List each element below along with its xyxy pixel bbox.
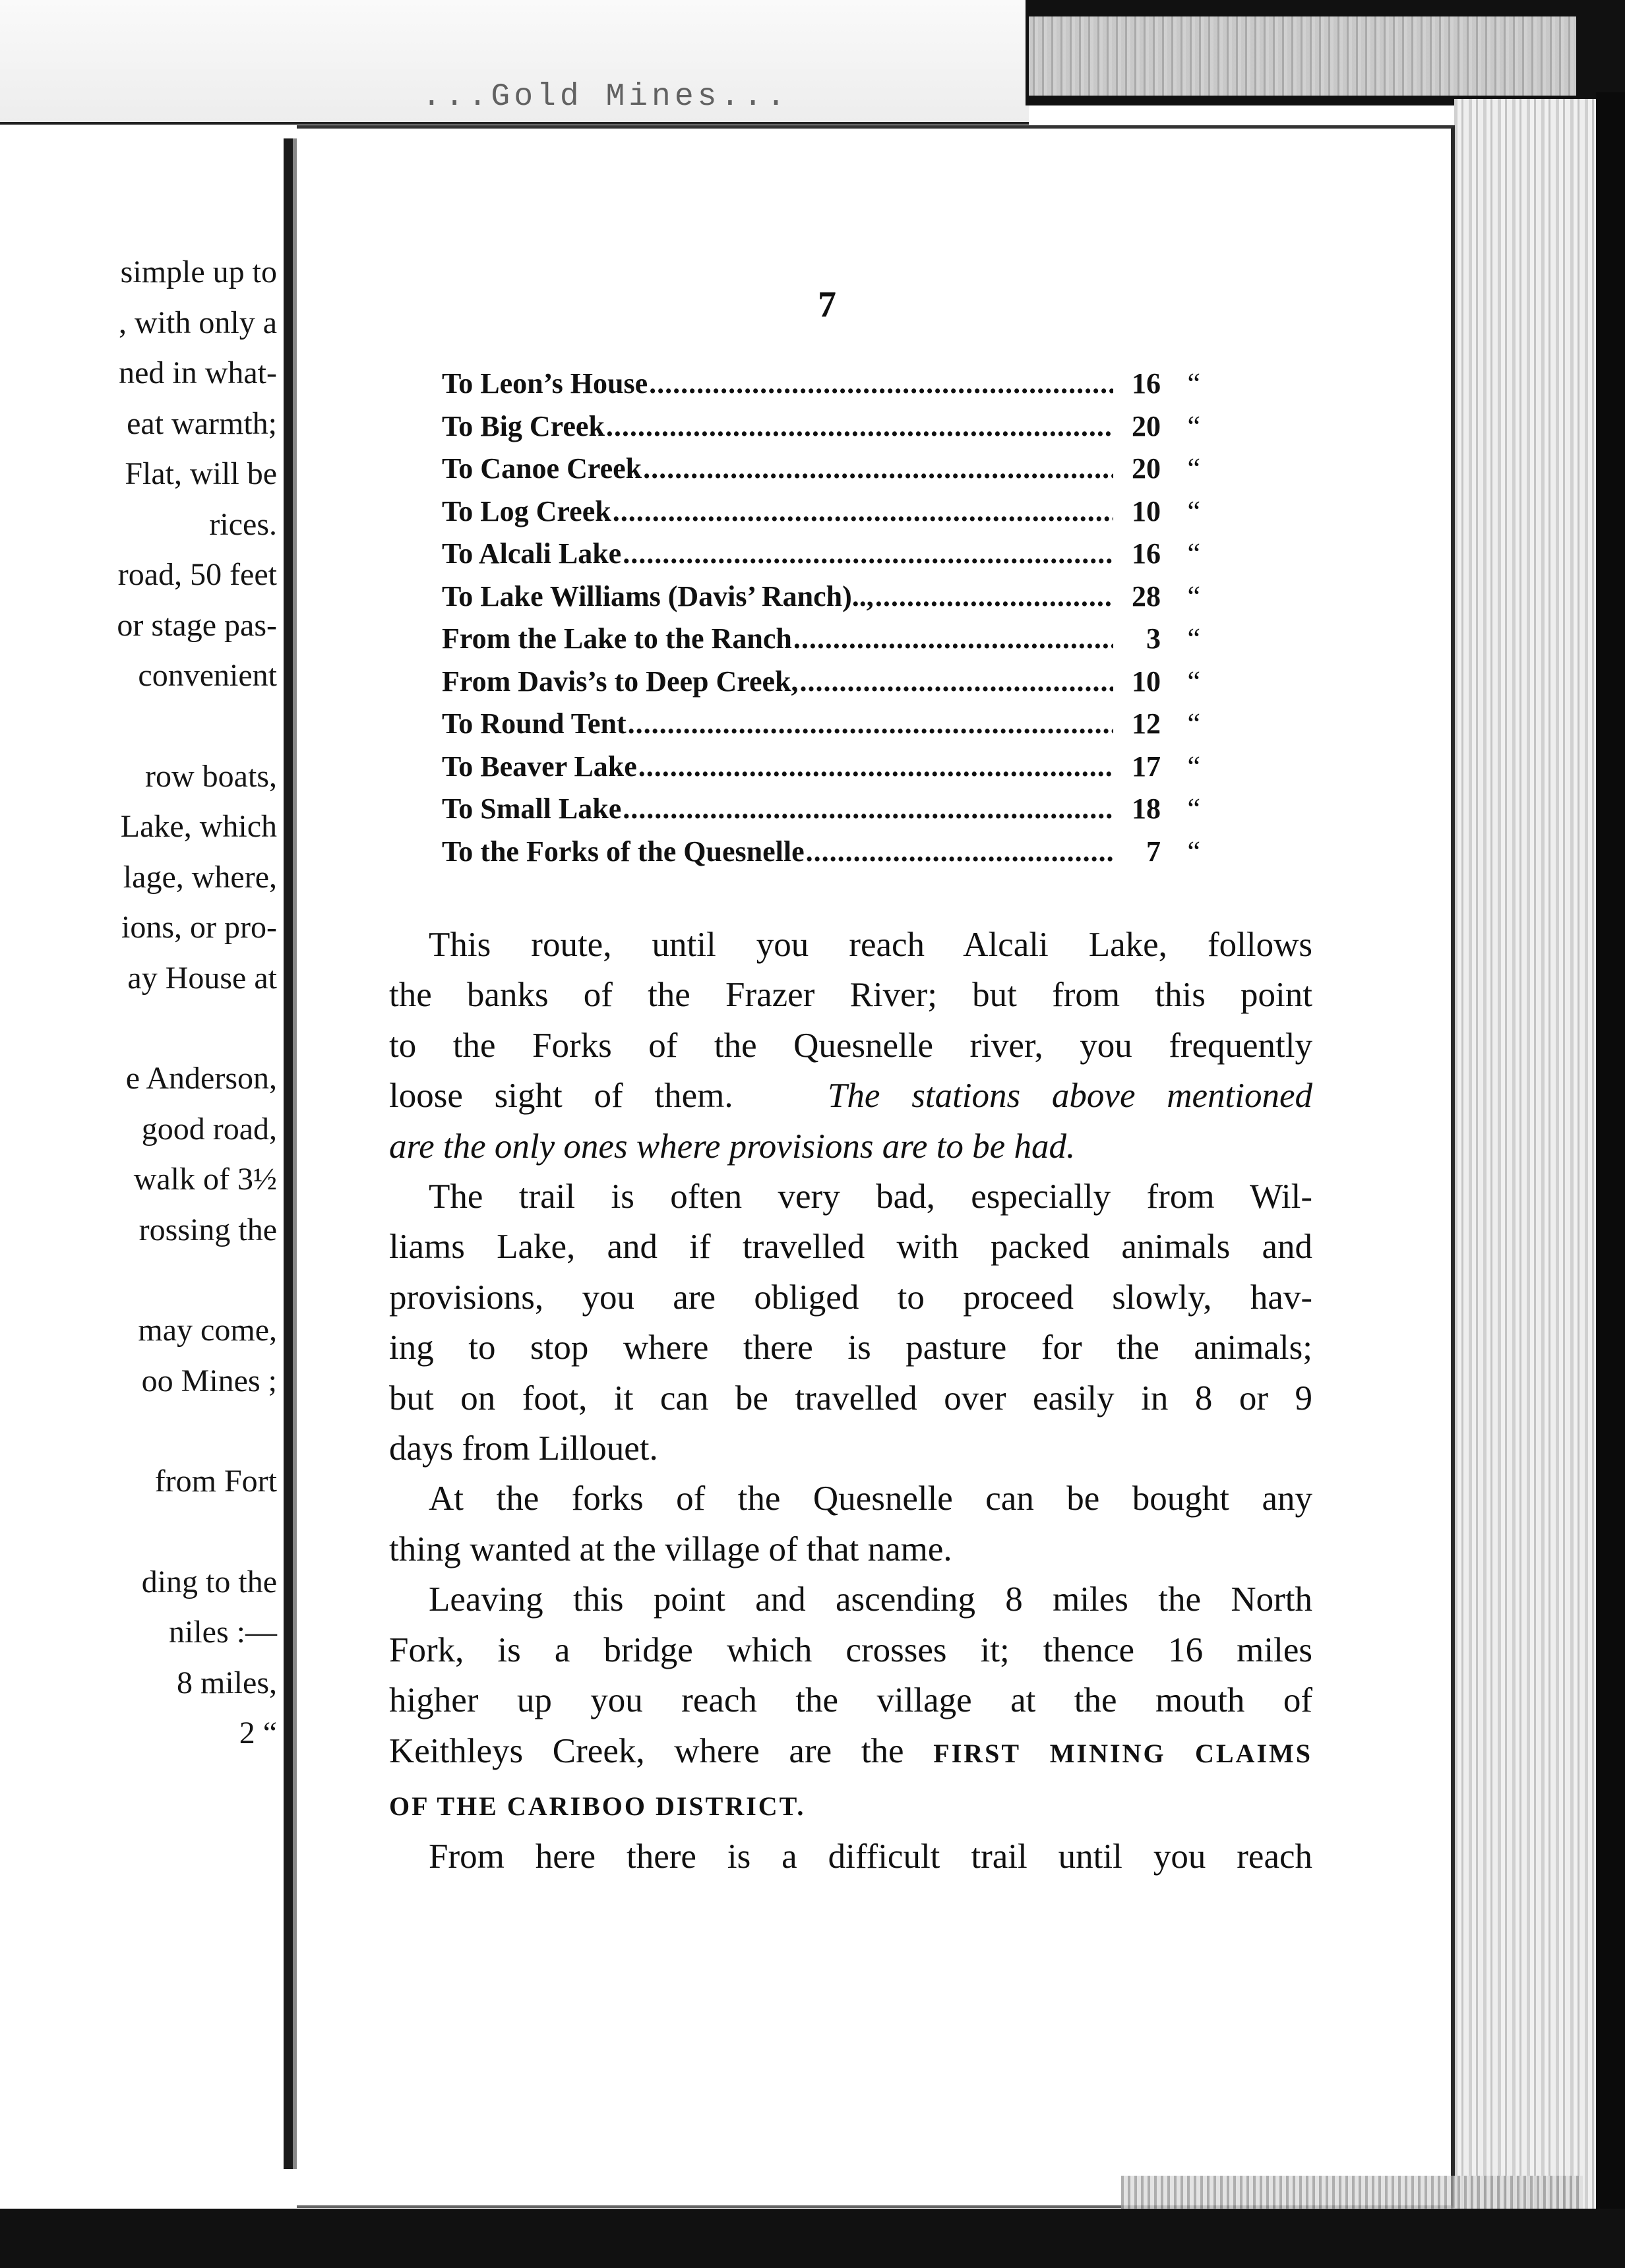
blank-line — [0, 1406, 277, 1456]
ditto-mark: “ — [1187, 452, 1200, 485]
distance-row — [442, 409, 1200, 452]
leader-dots — [806, 835, 1113, 868]
previous-page-strip — [0, 0, 1029, 125]
paragraph-trail — [389, 1172, 1312, 1474]
leader-dots — [623, 537, 1113, 570]
text-line — [389, 1779, 1312, 1832]
text-line: may come, — [138, 1313, 277, 1348]
text-line: liams Lake, and if travelled with packed animals and — [389, 1228, 1312, 1267]
ditto-mark: “ — [1187, 367, 1200, 400]
distance-row — [442, 367, 1200, 409]
distance-miles: 12 — [1132, 707, 1161, 740]
text-line: good road, — [141, 1111, 277, 1147]
small-caps-text: FIRST MINING CLAIMS — [933, 1738, 1313, 1768]
text-line: road, 50 feet — [117, 557, 277, 592]
blank-line — [0, 1507, 277, 1557]
distance-place: To Round Tent — [442, 707, 627, 740]
distance-place: To Lake Williams (Davis’ Ranch).., — [442, 580, 874, 612]
text-line: convenient — [138, 658, 277, 693]
text-line: ay House at — [127, 960, 277, 996]
distance-miles: 20 — [1132, 452, 1161, 485]
leader-dots — [638, 750, 1113, 783]
text-line: days from Lillouet. — [389, 1429, 658, 1468]
distance-miles: 3 — [1146, 622, 1161, 655]
text-fragment: loose sight of them. — [389, 1077, 733, 1116]
leader-dots — [628, 707, 1113, 740]
text-line: At the forks of the Quesnelle can be bought any — [429, 1479, 1312, 1518]
distance-place: From the Lake to the Ranch — [442, 622, 792, 655]
page-number: 7 — [818, 284, 836, 325]
text-line: e Anderson, — [125, 1061, 277, 1096]
leader-dots — [613, 494, 1113, 528]
distance-miles: 7 — [1146, 835, 1161, 868]
text-line: to the Forks of the Quesnelle river, you frequently — [389, 1026, 1312, 1065]
distance-row — [442, 707, 1200, 750]
ditto-mark: “ — [1187, 494, 1200, 527]
leader-dots — [606, 409, 1113, 443]
distance-row — [442, 750, 1200, 792]
text-line: simple up to — [120, 254, 277, 289]
text-line: walk of 3½ — [133, 1162, 277, 1197]
distance-miles: 18 — [1132, 792, 1161, 825]
text-line: From here there is a difficult trail until you reach — [429, 1837, 1312, 1876]
distance-row — [442, 665, 1200, 707]
text-line: from Fort — [154, 1464, 277, 1499]
text-line: oo Mines ; — [141, 1363, 277, 1398]
running-header: ...Gold Mines... — [422, 79, 789, 115]
distance-place: To Big Creek — [442, 409, 605, 442]
leader-dots — [649, 367, 1113, 400]
distance-row — [442, 622, 1200, 665]
text-line: 8 miles, — [177, 1665, 277, 1700]
text-line: ding to the — [141, 1564, 277, 1599]
ditto-mark: “ — [1187, 750, 1200, 783]
ditto-mark: “ — [1187, 580, 1200, 612]
body-text — [389, 920, 1312, 1882]
text-line: ing to stop where there is pasture for the animals; — [389, 1328, 1312, 1367]
text-line: This route, until you reach Alcali Lake, follows — [429, 926, 1312, 964]
blank-line — [0, 1255, 277, 1305]
distance-row — [442, 580, 1200, 622]
distance-row — [442, 494, 1200, 537]
distance-miles: 10 — [1132, 494, 1161, 527]
text-line: Flat, will be — [125, 456, 277, 491]
text-line: eat warmth; — [127, 405, 277, 441]
leader-dots — [793, 622, 1113, 655]
distance-place: To Canoe Creek — [442, 452, 642, 485]
distance-miles: 20 — [1132, 409, 1161, 442]
text-line — [389, 1121, 1312, 1172]
text-fragment: Keithleys Creek, where are the — [389, 1731, 904, 1770]
distance-table — [442, 367, 1200, 877]
ditto-mark: “ — [1187, 537, 1200, 570]
blank-line — [0, 701, 277, 752]
text-line: rices. — [209, 506, 277, 542]
distance-miles: 10 — [1132, 665, 1161, 698]
italic-text: are the only ones where provisions are to be had. — [389, 1127, 1076, 1166]
page-edges-top — [1029, 16, 1576, 96]
distance-place: From Davis’s to Deep Creek, — [442, 665, 799, 698]
blank-line — [0, 1003, 277, 1054]
text-line: niles :— — [169, 1615, 277, 1650]
text-line: Leaving this point and ascending 8 miles the North — [429, 1580, 1312, 1619]
text-line: ned in what- — [119, 355, 277, 390]
ditto-mark: “ — [1187, 409, 1200, 442]
distance-miles: 16 — [1132, 537, 1161, 570]
leader-dots — [643, 452, 1113, 485]
leader-dots — [875, 580, 1113, 613]
text-line: rossing the — [138, 1212, 277, 1247]
distance-miles: 28 — [1132, 580, 1161, 612]
ditto-mark: “ — [1187, 792, 1200, 825]
distance-place: To Leon’s House — [442, 367, 648, 400]
text-line: but on foot, it can be travelled over easily in 8 or 9 — [389, 1379, 1312, 1418]
distance-row — [442, 835, 1200, 878]
ditto-mark: “ — [1187, 835, 1200, 868]
text-line: or stage pas- — [117, 607, 277, 643]
ditto-mark: “ — [1187, 622, 1200, 655]
distance-row — [442, 537, 1200, 580]
text-line: lage, where, — [123, 859, 277, 895]
small-caps-text: OF THE CARIBOO DISTRICT. — [389, 1791, 806, 1821]
ditto-mark: “ — [1187, 707, 1200, 740]
text-line: the banks of the Frazer River; but from this point — [389, 976, 1312, 1015]
leader-dots — [800, 665, 1113, 698]
text-line: 2 “ — [239, 1716, 277, 1750]
text-line: , with only a — [119, 305, 277, 340]
paragraph-difficult-trail — [389, 1832, 1312, 1882]
paragraph-forks — [389, 1474, 1312, 1574]
left-page-text — [0, 247, 277, 1759]
text-line: Lake, which — [120, 809, 277, 844]
text-line: row boats, — [145, 758, 277, 794]
scan-border-bottom — [0, 2209, 1625, 2268]
distance-place: To Beaver Lake — [442, 750, 637, 783]
paragraph-route — [389, 920, 1312, 1172]
distance-row — [442, 452, 1200, 494]
distance-place: To Log Creek — [442, 494, 611, 527]
paragraph-north-fork — [389, 1574, 1312, 1832]
distance-place: To the Forks of the Quesnelle — [442, 835, 805, 868]
text-line — [389, 1726, 1312, 1779]
text-line: provisions, you are obliged to proceed slowly, hav- — [389, 1278, 1312, 1317]
distance-row — [442, 792, 1200, 835]
text-line: The trail is often very bad, especially from Wil- — [429, 1178, 1312, 1216]
leader-dots — [623, 792, 1113, 825]
italic-text: The stations above mentioned — [827, 1077, 1313, 1116]
text-line: ions, or pro- — [121, 910, 277, 945]
distance-miles: 17 — [1132, 750, 1161, 783]
text-line — [389, 1071, 1312, 1121]
book-spine — [284, 138, 293, 2169]
distance-miles: 16 — [1132, 367, 1161, 400]
scan-border-right — [1596, 92, 1625, 2268]
ditto-mark: “ — [1187, 665, 1200, 698]
distance-place: To Alcali Lake — [442, 537, 622, 570]
text-line: higher up you reach the village at the mouth of — [389, 1681, 1312, 1720]
text-line: thing wanted at the village of that name. — [389, 1530, 952, 1568]
distance-place: To Small Lake — [442, 792, 622, 825]
text-line: Fork, is a bridge which crosses it; thence 16 miles — [389, 1630, 1312, 1669]
